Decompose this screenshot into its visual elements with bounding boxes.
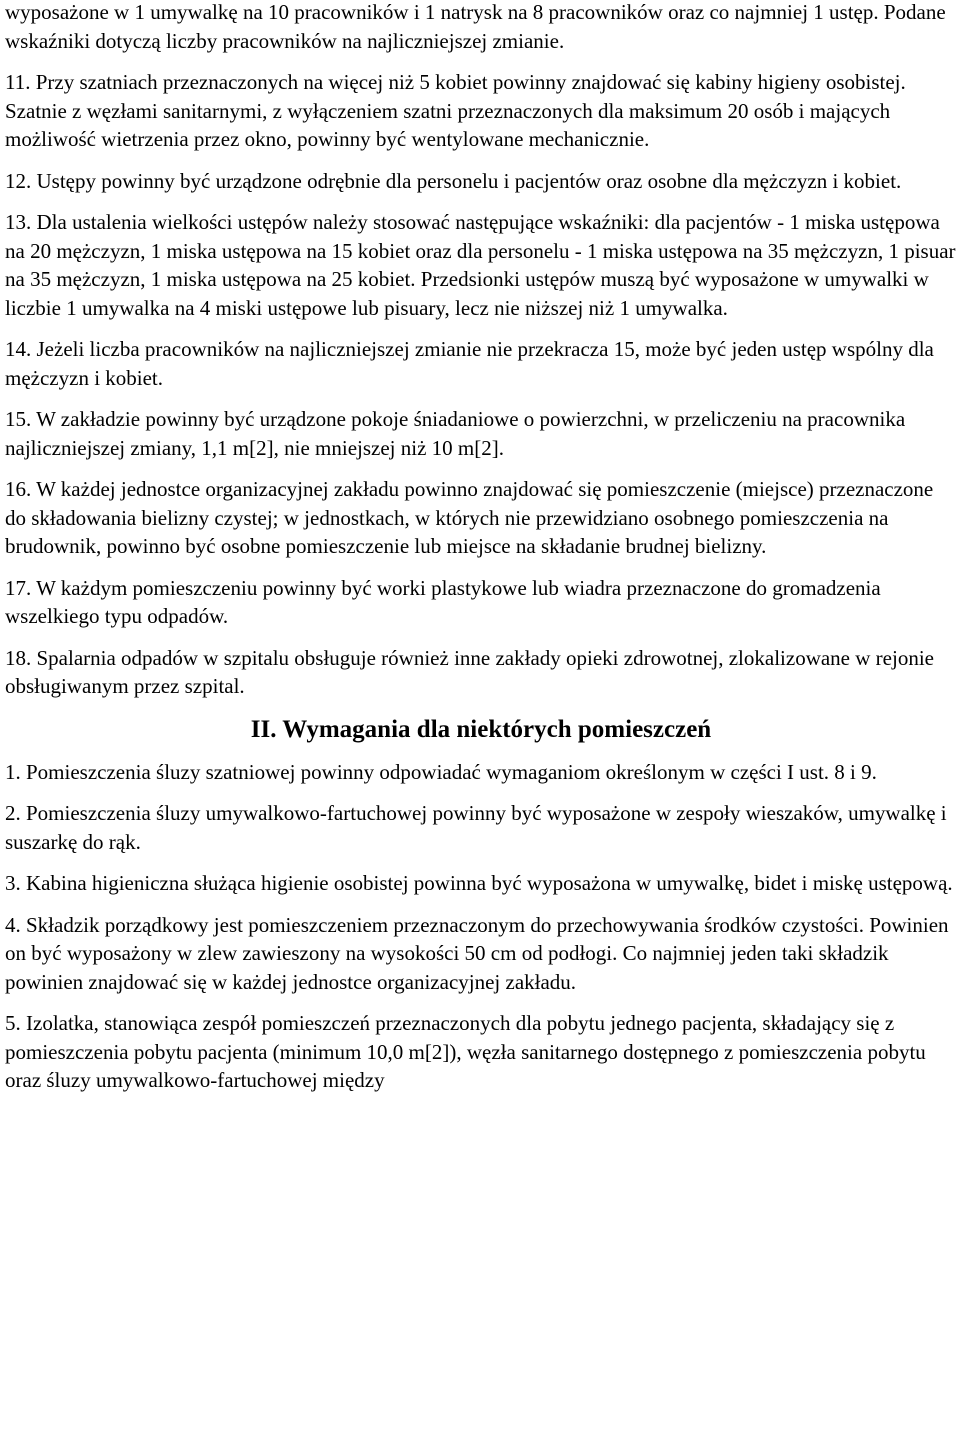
paragraph-continued: wyposażone w 1 umywalkę na 10 pracowników i 1 natrysk na 8 pracowników oraz co najmniej 1 ustęp. Podane wskaźniki dotyczą liczby pracowników na najliczniejszej zmianie. xyxy=(5,0,946,53)
section-paragraph-2: 2. Pomieszczenia śluzy umywalkowo-fartuchowej powinny być wyposażone w zespoły wieszaków, umywalkę i suszarkę do rąk. xyxy=(5,801,947,854)
section-paragraph-5: 5. Izolatka, stanowiąca zespół pomieszczeń przeznaczonych dla pobytu jednego pacjenta, składający się z pomieszczenia pobytu pacjenta (minimum 10,0 m[2]), węzła sanitarnego dostępnego z pomieszczenia pobytu oraz śluzy umywalkowo-fartuchowej między xyxy=(5,1011,926,1092)
section-heading: II. Wymagania dla niektórych pomieszczeń xyxy=(250,715,712,743)
section-paragraph-4: 4. Składzik porządkowy jest pomieszczeniem przeznaczonym do przechowywania środków czystości. Powinien on być wyposażony w zlew zawieszony na wysokości 50 cm od podłogi. Co najmniej jeden taki składzik powinien znajdować się w każdej jednostce organizacyjnej zakładu. xyxy=(5,912,949,994)
paragraph-16: 16. W każdej jednostce organizacyjnej zakładu powinno znajdować się pomieszczenie (miejsce) przeznaczone do składowania bielizny czystej; w jednostkach, w których nie przewidziano osobnego pomieszczenia na brudownik, powinno być osobne pomieszczenie lub miejsce na składanie brudnej bielizny. xyxy=(5,477,934,558)
paragraph-17: 17. W każdym pomieszczeniu powinny być worki plastykowe lub wiadra przeznaczone do gromadzenia wszelkiego typu odpadów. xyxy=(5,575,881,628)
section-paragraph-3: 3. Kabina higieniczna służąca higienie osobistej powinna być wyposażona w umywalkę, bidet i miskę ustępową. xyxy=(5,871,953,895)
paragraph-12: 12. Ustępy powinny być urządzone odrębnie dla personelu i pacjentów oraz osobne dla mężczyzn i kobiet. xyxy=(5,168,902,193)
paragraph-13: 13. Dla ustalenia wielkości ustępów należy stosować następujące wskaźniki: dla pacjentów - 1 miska ustępowa na 20 mężczyzn, 1 miska ustępowa na 15 kobiet oraz dla personelu - 1 miska ustępowa na 35 mężczyzn, 1 pisuar na 35 mężczyzn, 1 miska ustępowa na 25 kobiet. Przedsionki ustępów muszą być wyposażone w umywalki w liczbie 1 umywalka na 4 miski ustępowe lub pisuary, lecz nie niższej niż 1 umywalka. xyxy=(5,210,956,320)
document-page xyxy=(5,0,957,1108)
paragraph-18: 18. Spalarnia odpadów w szpitalu obsługuje również inne zakłady opieki zdrowotnej, zlokalizowane w rejonie obsługiwanym przez szpital. xyxy=(5,645,934,698)
paragraph-15: 15. W zakładzie powinny być urządzone pokoje śniadaniowe o powierzchni, w przeliczeniu na pracownika najliczniejszej zmiany, 1,1 m[2], nie mniejszej niż 10 m[2]. xyxy=(5,407,906,460)
paragraph-14: 14. Jeżeli liczba pracowników na najliczniejszej zmianie nie przekracza 15, może być jeden ustęp wspólny dla mężczyzn i kobiet. xyxy=(5,337,934,390)
paragraph-11: 11. Przy szatniach przeznaczonych na więcej niż 5 kobiet powinny znajdować się kabiny higieny osobistej. Szatnie z węzłami sanitarnymi, z wyłączeniem szatni przeznaczonych dla maksimum 20 osób i mających możliwość wietrzenia przez okno, powinny być wentylowane mechanicznie. xyxy=(5,70,906,151)
section-paragraph-1: 1. Pomieszczenia śluzy szatniowej powinny odpowiadać wymaganiom określonym w części I ust. 8 i 9. xyxy=(5,759,877,784)
